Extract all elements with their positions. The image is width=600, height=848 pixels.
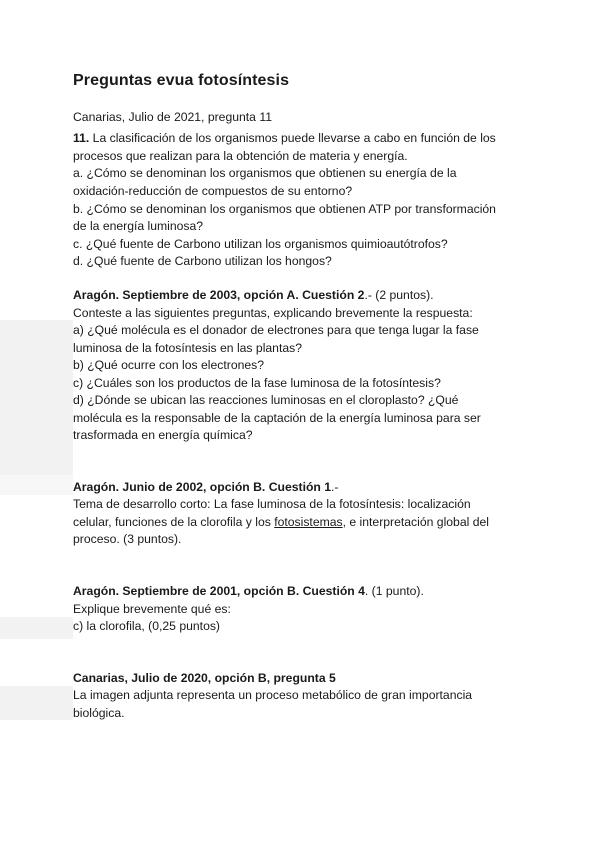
page-title: Preguntas evua fotosíntesis xyxy=(73,72,290,89)
question-text: , e interpretación global del xyxy=(342,515,489,529)
question-line: b) ¿Qué ocurre con los electrones? xyxy=(73,358,265,372)
question-line: d. ¿Qué fuente de Carbono utilizan los hongos? xyxy=(73,254,332,268)
question-line: c. ¿Qué fuente de Carbono utilizan los organismos quimioautótrofos? xyxy=(73,237,448,251)
question-header-bold: Canarias, Julio de 2020, opción B, pregunta 5 xyxy=(73,671,336,685)
question-header-bold: Aragón. Junio de 2002, opción B. Cuestión 1 xyxy=(73,480,332,494)
question-header-rest: . (1 punto). xyxy=(364,584,424,598)
question-line: proceso. (3 puntos). xyxy=(73,532,182,546)
question-header-rest: .- xyxy=(331,480,339,494)
question-header xyxy=(73,478,338,496)
question-line: de la energía luminosa? xyxy=(73,219,204,233)
question-header: Canarias, Julio de 2021, pregunta 11 xyxy=(73,110,272,124)
question-header xyxy=(73,669,336,687)
question-line: a. ¿Cómo se denominan los organismos que obtienen su energía de la xyxy=(73,166,457,180)
shaded-band xyxy=(0,617,73,639)
question-header xyxy=(73,582,424,600)
question-header xyxy=(73,286,434,304)
question-line: La imagen adjunta representa un proceso metabólico de gran importancia xyxy=(73,688,473,702)
question-line: trasformada en energía química? xyxy=(73,428,253,442)
question-text: La clasificación de los organismos puede llevarse a cabo en función de los xyxy=(89,131,496,145)
question-header-rest: .- (2 puntos). xyxy=(364,288,434,302)
shaded-band xyxy=(0,475,73,495)
question-line: Explique brevemente qué es: xyxy=(73,602,231,616)
question-line: procesos que realizan para la obtención de materia y energía. xyxy=(73,149,408,163)
question-line: oxidación-reducción de compuestos de su entorno? xyxy=(73,184,353,198)
question-line: a) ¿Qué molécula es el donador de electrones para que tenga lugar la fase xyxy=(73,323,479,337)
question-line: c) ¿Cuáles son los productos de la fase luminosa de la fotosíntesis? xyxy=(73,376,441,390)
question-line: b. ¿Cómo se denominan los organismos que obtienen ATP por transformación xyxy=(73,202,496,216)
question-line: luminosa de la fotosíntesis en las plantas? xyxy=(73,341,302,355)
question-line: Tema de desarrollo corto: La fase luminosa de la fotosíntesis: localización xyxy=(73,497,471,511)
question-text: celular, funciones de la clorofila y los xyxy=(73,515,275,529)
question-line: d) ¿Dónde se ubican las reacciones luminosas en el cloroplasto? ¿Qué xyxy=(73,393,459,407)
question-line xyxy=(73,513,489,531)
shaded-band xyxy=(0,320,73,475)
question-line: molécula es la responsable de la captación de la energía luminosa para ser xyxy=(73,411,481,425)
shaded-band xyxy=(0,686,73,720)
question-line: biológica. xyxy=(73,706,125,720)
question-line xyxy=(73,129,496,147)
question-line: c) la clorofila, (0,25 puntos) xyxy=(73,619,220,633)
question-number: 11. xyxy=(73,131,90,145)
question-line: Conteste a las siguientes preguntas, explicando brevemente la respuesta: xyxy=(73,306,473,320)
question-header-bold: Aragón. Septiembre de 2001, opción B. Cuestión 4 xyxy=(73,584,365,598)
question-header-bold: Aragón. Septiembre de 2003, opción A. Cuestión 2 xyxy=(73,288,365,302)
fotosistemas-link[interactable]: fotosistemas xyxy=(274,515,343,529)
